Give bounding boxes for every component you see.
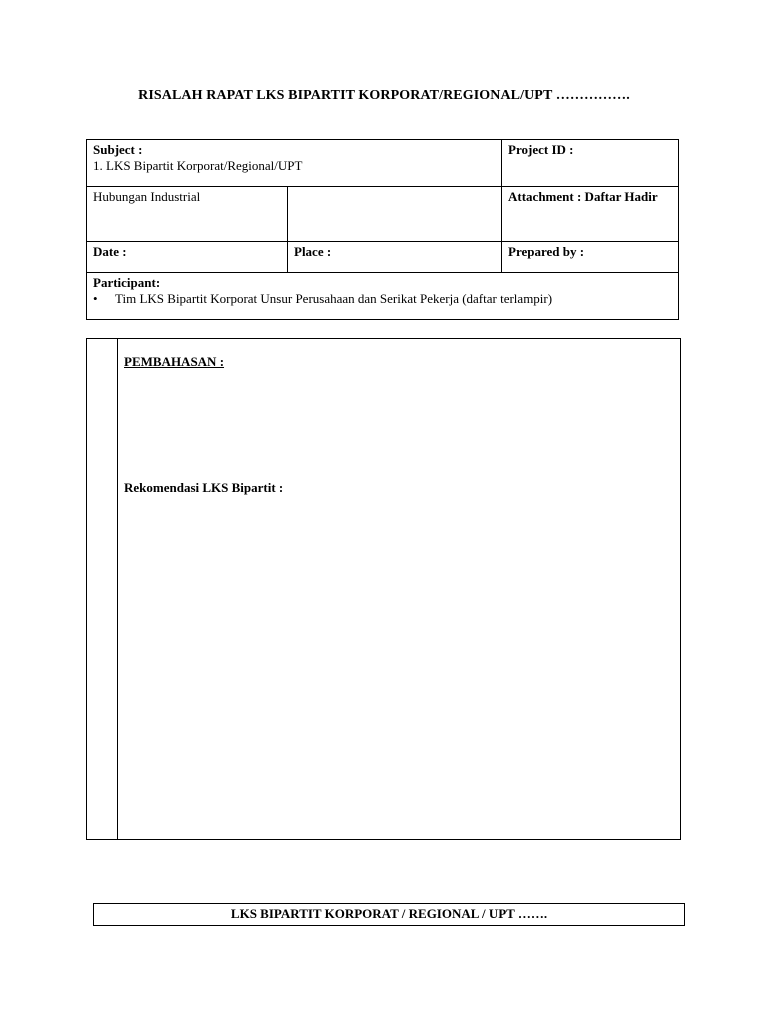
attachment-label: Attachment : Daftar Hadir: [508, 189, 658, 204]
participant-row: [87, 273, 679, 320]
subject-cell: [87, 140, 502, 187]
meeting-info-table: [86, 139, 679, 320]
empty-cell: [288, 187, 502, 242]
project-id-cell: [502, 140, 679, 187]
participant-list-item: [93, 291, 672, 307]
hubungan-row: [87, 187, 679, 242]
hubungan-label: Hubungan Industrial: [93, 189, 201, 204]
subject-row: [87, 140, 679, 187]
place-cell: [288, 242, 502, 273]
participant-item-text: Tim LKS Bipartit Korporat Unsur Perusahaan dan Serikat Pekerja (daftar terlampir): [115, 291, 553, 306]
date-place-row: [87, 242, 679, 273]
discussion-gutter-line: [117, 339, 118, 839]
attachment-cell: [502, 187, 679, 242]
rekomendasi-heading: Rekomendasi LKS Bipartit :: [124, 480, 284, 495]
pembahasan-heading: PEMBAHASAN :: [124, 354, 225, 369]
bullet-icon: •: [93, 291, 98, 306]
participant-cell: [87, 273, 679, 320]
subject-label: Subject :: [93, 142, 143, 157]
document-title: RISALAH RAPAT LKS BIPARTIT KORPORAT/REGIONAL/UPT …………….: [138, 88, 630, 103]
prepared-by-cell: [502, 242, 679, 273]
project-id-label: Project ID :: [508, 142, 574, 157]
date-label: Date :: [93, 244, 127, 259]
participant-label: Participant:: [93, 275, 161, 290]
subject-value: 1. LKS Bipartit Korporat/Regional/UPT: [93, 158, 303, 173]
discussion-box: [86, 338, 681, 840]
prepared-by-label: Prepared by :: [508, 244, 585, 259]
place-label: Place :: [294, 244, 332, 259]
date-cell: [87, 242, 288, 273]
footer-box: LKS BIPARTIT KORPORAT / REGIONAL / UPT …….: [93, 903, 685, 926]
hubungan-cell: [87, 187, 288, 242]
